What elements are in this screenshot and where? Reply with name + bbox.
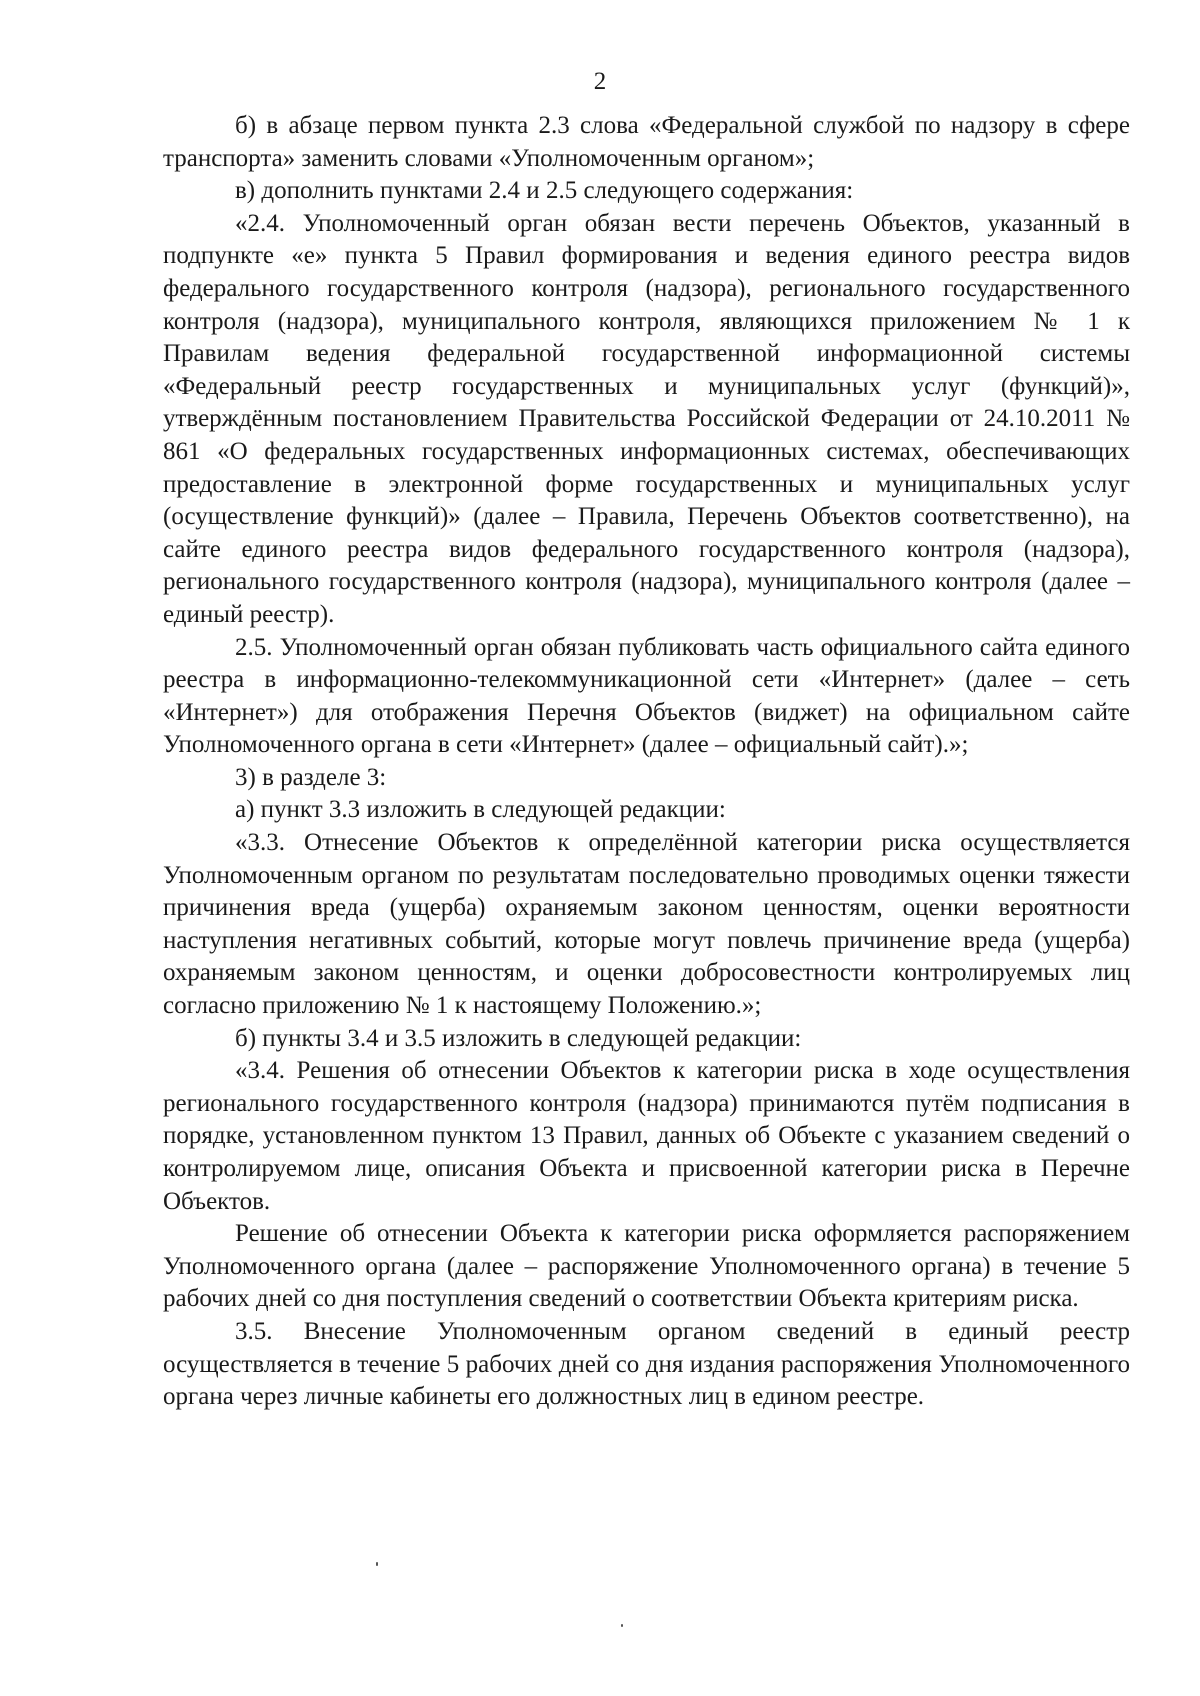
paragraph-amendment-b-3-4-3-5: б) пункты 3.4 и 3.5 изложить в следующей редакции:	[235, 1024, 802, 1052]
paragraph-point-3-5: 3.5. Внесение Уполномоченным органом сведений в единый реестр осуществляется в течение 5 рабочих дней со дня издания распоряжения Уполномоченного органа через личные кабинеты его должностных лиц в едином реестре.	[163, 1317, 1130, 1411]
paragraph-amendment-a-3-3: а) пункт 3.3 изложить в следующей редакции:	[235, 796, 726, 824]
scan-speck	[621, 1624, 623, 1627]
page-number: 2	[593, 68, 607, 95]
paragraph-point-2-4: «2.4. Уполномоченный орган обязан вести перечень Объектов, указанный в подпункте «е» пункта 5 Правил формирования и ведения единого реестра видов федерального государственного контроля (надзора), регионального государственного контроля (надзора), муниципального контроля, являющихся приложением № 1 к Правилам ведения федеральной государственной информационной системы «Федеральный реестр государственных и муниципальных услуг (функций)», утверждённым постановлением Правительства Российской Федерации от 24.10.2011 № 861 «О федеральных государственных информационных системах, обеспечивающих предоставление в электронной форме государственных и муниципальных услуг (осуществление функций)» (далее – Правила, Перечень Объектов соответственно), на сайте единого реестра видов федерального государственного контроля (надзора), регионального государственного контроля (надзора), муниципального контроля (далее – единый реестр).	[163, 209, 1130, 628]
paragraph-point-3-3: «3.3. Отнесение Объектов к определённой категории риска осуществляется Уполномоченным органом по результатам последовательно проводимых оценки тяжести причинения вреда (ущерба) охраняемым законом ценностям, оценки вероятности наступления негативных событий, которые могут повлечь причинение вреда (ущерба) охраняемым законом ценностям, и оценки добросовестности контролируемых лиц согласно приложению № 1 к настоящему Положению.»;	[163, 829, 1130, 1020]
paragraph-amendment-v-add-points: в) дополнить пунктами 2.4 и 2.5 следующего содержания:	[235, 177, 854, 205]
paragraph-point-2-5: 2.5. Уполномоченный орган обязан публиковать часть официального сайта единого реестра в информационно-телекоммуникационной сети «Интернет» (далее – сеть «Интернет») для отображения Перечня Объектов (виджет) на официальном сайте Уполномоченного органа в сети «Интернет» (далее – официальный сайт).»;	[163, 633, 1130, 759]
paragraph-section-3: 3) в разделе 3:	[235, 763, 387, 791]
paragraph-decision-order: Решение об отнесении Объекта к категории риска оформляется распоряжением Уполномоченного органа (далее – распоряжение Уполномоченного органа) в течение 5 рабочих дней со дня поступления сведений о соответствии Объекта критериям риска.	[163, 1220, 1130, 1313]
scan-speck	[376, 1562, 378, 1566]
paragraph-amendment-b-2-3: б) в абзаце первом пункта 2.3 слова «Федеральной службой по надзору в сфере транспорта» заменить словами «Уполномоченным органом»;	[163, 112, 1130, 172]
paragraph-point-3-4: «3.4. Решения об отнесении Объектов к категории риска в ходе осуществления регионального государственного контроля (надзора) принимаются путём подписания в порядке, установленном пунктом 13 Правил, данных об Объекте с указанием сведений о контролируемом лице, описания Объекта и присвоенной категории риска в Перечне Объектов.	[163, 1057, 1130, 1215]
document-body	[163, 110, 1130, 1414]
